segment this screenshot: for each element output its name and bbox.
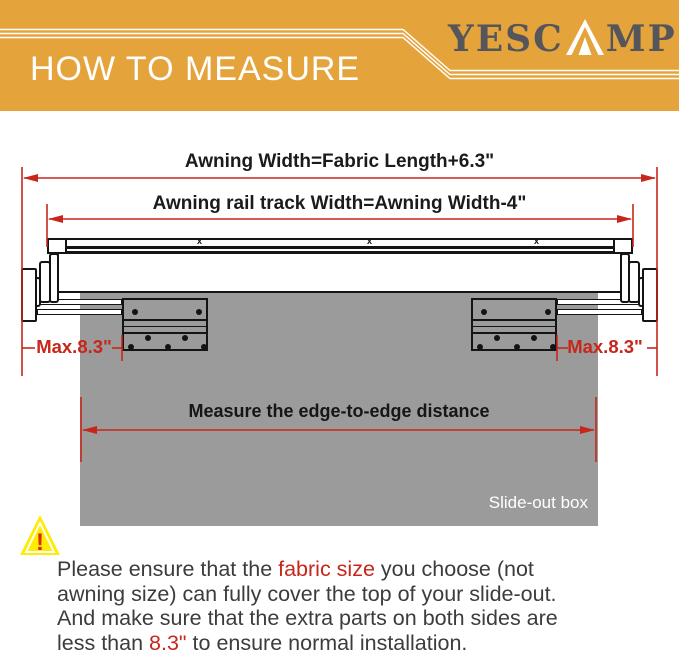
slide-out-box-label: Slide-out box (488, 493, 588, 512)
bracket-line (473, 319, 555, 321)
note-line: less than 8.3" to ensure normal installation. (57, 630, 468, 655)
screw-dot (494, 335, 500, 341)
tent-triangle-icon (565, 18, 605, 56)
support-bar-left-bottom (37, 309, 122, 315)
bracket-line (124, 332, 206, 334)
screw-dot (481, 309, 487, 315)
screw-dot (531, 335, 537, 341)
note-line: Please ensure that the fabric size you choose (not (57, 557, 534, 581)
brand-text-pre: YESC (448, 18, 564, 60)
mounting-bracket-right (471, 298, 557, 351)
warning-icon (19, 513, 61, 558)
end-plate-left (21, 268, 37, 322)
dimension-label-awning-width: Awning Width=Fabric Length+6.3" (184, 151, 495, 172)
page-title: HOW TO MEASURE (30, 50, 361, 88)
bracket-line (473, 332, 555, 334)
warning-exclamation: ! (36, 529, 44, 556)
screw-dot (545, 309, 551, 315)
max-left-label: Max.8.3" (36, 336, 112, 357)
screw-dot (145, 335, 151, 341)
screw-dot (477, 344, 483, 350)
brand-text-post: MP (605, 18, 677, 60)
note-text (57, 557, 558, 655)
screw-dot (201, 344, 207, 350)
support-bar-right-bottom (557, 309, 642, 315)
screw-dot (550, 344, 556, 350)
screw-dot (165, 344, 171, 350)
screw-dot (182, 335, 188, 341)
awning-roller-tube (57, 252, 622, 293)
bracket-line (124, 326, 206, 327)
note-line: And make sure that the extra parts on both sides are (57, 606, 558, 630)
screw-dot (132, 309, 138, 315)
rail-mark: x (534, 236, 540, 246)
note-line: awning size) can fully cover the top of your slide-out. (57, 581, 557, 606)
rail-groove (47, 246, 633, 249)
screw-dot (128, 344, 134, 350)
mounting-bracket-left (122, 298, 208, 351)
rail-mark: x (197, 236, 203, 246)
bracket-line (124, 319, 206, 321)
measure-distance-label: Measure the edge-to-edge distance (188, 401, 490, 421)
header-banner (0, 0, 679, 111)
dimension-label-rail-track: Awning rail track Width=Awning Width-4" (152, 193, 527, 214)
rail-mark: x (367, 236, 373, 246)
max-right-label: Max.8.3" (567, 336, 643, 357)
bracket-line (473, 326, 555, 327)
brand-logo (448, 18, 677, 60)
screw-dot (196, 309, 202, 315)
end-plate-right (642, 268, 658, 322)
screw-dot (514, 344, 520, 350)
